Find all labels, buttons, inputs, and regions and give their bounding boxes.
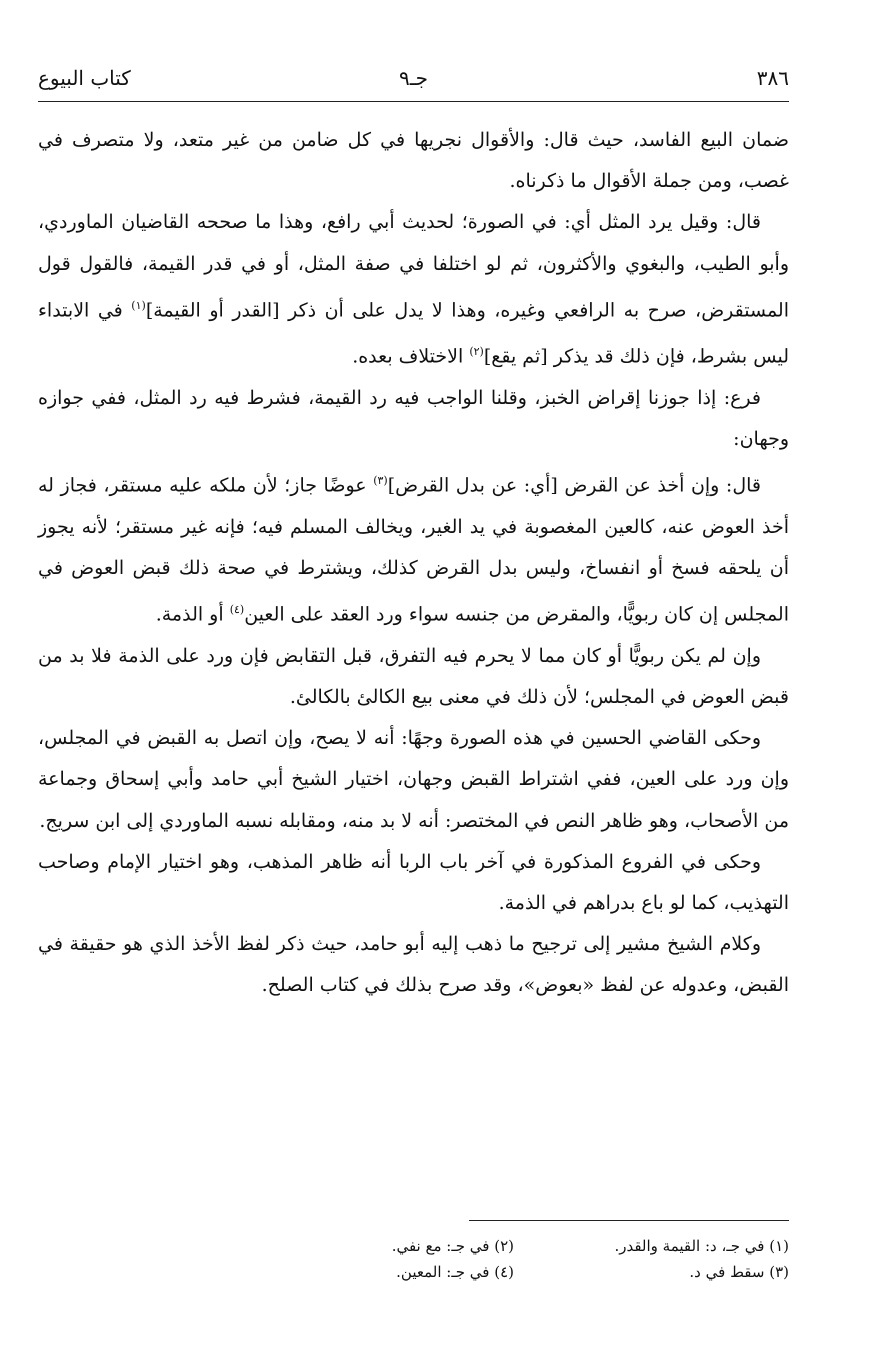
paragraph: وكلام الشيخ مشير إلى ترجيح ما ذهب إليه أبو حامد، حيث ذكر لفظ الأخذ الذي هو حقيقة في القبض، وعدوله عن لفظ «بعوض»، وقد صرح بذلك في كتاب الصلح.	[38, 933, 789, 997]
paragraph	[38, 460, 789, 635]
text-segment: قال: وقيل يرد المثل أي: في الصورة؛ لحديث أبي رافع، وهذا ما صححه القاضيان الماوردي، وأبو الطيب، والبغوي والأكثرون، ثم لو اختلفا في صفة المثل، أو في قدر القيمة، فالقول قول المستقرض، صرح به الرافعي وغيره، وهذا لا يدل على أن ذكر [القدر أو القيمة]	[38, 211, 789, 322]
text-segment: الاختلاف بعده.	[352, 345, 470, 368]
page-header	[38, 60, 789, 100]
header-divider	[38, 101, 789, 102]
paragraph: وإن لم يكن ربويًّا أو كان مما لا يحرم فيه التفرق، قبل التقابض فإن ورد على الذمة فلا بد من قبض العوض في المجلس؛ لأن ذلك في معنى بيع الكالئ بالكالئ.	[38, 644, 789, 708]
footnote-ref: (٣)	[373, 474, 388, 488]
paragraph	[38, 202, 789, 377]
paragraph: ضمان البيع الفاسد، حيث قال: والأقوال نجريها في كل ضامن من غير متعد، ولا متصرف في غصب، ومن جملة الأقوال ما ذكرناه.	[38, 129, 789, 193]
footnote: (٣) سقط في د.	[689, 1263, 789, 1281]
footnote-ref: (٢)	[469, 345, 484, 359]
book-title: كتاب البيوع	[38, 66, 131, 90]
text-segment: عوضًا جاز؛ لأن ملكه عليه مستقر، فجاز له أخذ العوض عنه، كالعين المغصوبة في يد الغير، ويخالف المسلم فيه؛ فإنه غير مستقر؛ لأنه يجوز أن يلحقه فسخ أو انفساخ، وليس بدل القرض كذلك، ويشترط في صحة ذلك قبض العوض في المجلس إن كان ربويًّا، والمقرض من جنسه سواء ورد العقد على العين	[38, 474, 789, 626]
paragraph: وحكى القاضي الحسين في هذه الصورة وجهًا: أنه لا يصح، وإن اتصل به القبض في المجلس، وإن ورد على العين، ففي اشتراط القبض وجهان، اختيار الشيخ أبي حامد وأبي إسحاق وجماعة من الأصحاب، وهو ظاهر النص في المختصر: أنه لا بد منه، ومقابله نسبه الماوردي إلى ابن سريج.	[38, 727, 789, 832]
paragraph: فرع: إذا جوزنا إقراض الخبز، وقلنا الواجب فيه رد القيمة، فشرط فيه رد المثل، ففي جوازه وجهان:	[38, 386, 789, 451]
text-segment: أو الذمة.	[155, 603, 230, 626]
volume-label: جـ٩	[399, 66, 428, 90]
footnote: (٤) في جـ: المعين.	[396, 1263, 514, 1281]
footnote-ref: (٤)	[229, 603, 245, 617]
footnote: (١) في جـ، د: القيمة والقدر.	[614, 1237, 789, 1255]
footnote: (٢) في جـ: مع نفي.	[391, 1237, 514, 1255]
page-number: ٣٨٦	[756, 66, 789, 90]
footnotes	[259, 1233, 789, 1285]
text-segment: في الابتداء ليس بشرط، فإن ذلك قد يذكر [ثم يقع]	[38, 299, 789, 368]
text-segment: قال: وإن أخذ عن القرض [أي: عن بدل القرض]	[387, 474, 761, 497]
paragraph: وحكى في الفروع المذكورة في آخر باب الربا أنه ظاهر المذهب، وهو اختيار الإمام وصاحب التهذيب، كما لو باع بدراهم في الذمة.	[38, 850, 789, 914]
footnote-divider	[469, 1220, 789, 1221]
main-text	[38, 120, 789, 1007]
footnote-ref: (١)	[131, 298, 146, 312]
